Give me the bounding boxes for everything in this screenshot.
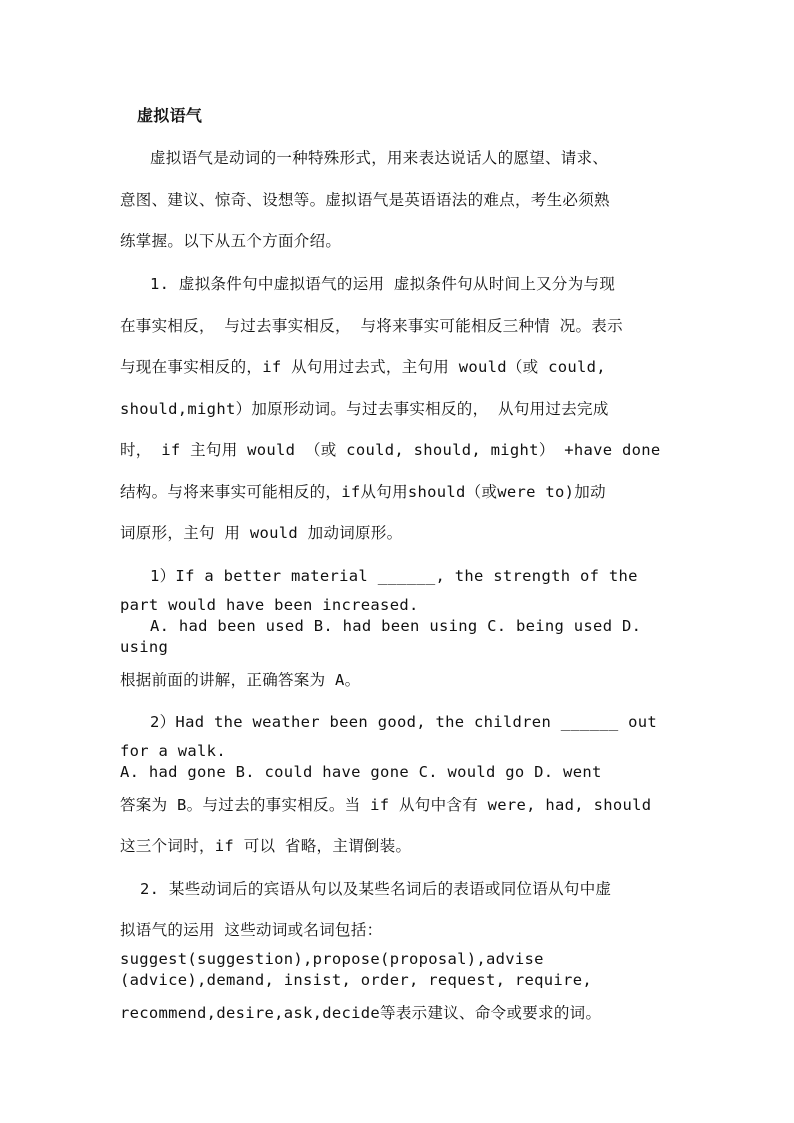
example1-question: part would have been increased.	[120, 596, 419, 614]
example2-options: A. had gone B. could have gone C. would go D. went	[120, 763, 602, 781]
intro-line: 意图、建议、惊奇、设想等。虚拟语气是英语语法的难点，考生必须熟	[120, 191, 610, 209]
example2-question: for a walk.	[120, 742, 226, 760]
section1-line: 结构。与将来事实可能相反的，if从句用should（或were to)加动	[120, 483, 606, 501]
example2-answer: 这三个词时，if 可以 省略，主谓倒装。	[120, 837, 412, 855]
example1-answer: 根据前面的讲解，正确答案为 A。	[120, 671, 361, 689]
example2-question: 2）Had the weather been good, the children ______ out	[150, 713, 658, 731]
intro-line: 练掌握。以下从五个方面介绍。	[120, 232, 342, 250]
section1-line: 在事实相反， 与过去事实相反， 与将来事实可能相反三种情 况。表示	[120, 317, 623, 335]
section1-line: should,might）加原形动词。与过去事实相反的， 从句用过去完成	[120, 400, 609, 418]
example1-options: A. had been used B. had been using C. being used D.	[150, 617, 642, 635]
example1-options: using	[120, 638, 169, 656]
intro-line: 虚拟语气是动词的一种特殊形式，用来表达说话人的愿望、请求、	[150, 149, 609, 167]
section2-line: 拟语气的运用 这些动词或名词包括：	[120, 921, 383, 939]
section1-line: 与现在事实相反的，if 从句用过去式，主句用 would（或 could,	[120, 358, 606, 376]
section1-line: 1. 虚拟条件句中虚拟语气的运用 虚拟条件句从时间上又分为与现	[150, 275, 616, 293]
section2-line: 2. 某些动词后的宾语从句以及某些名词后的表语或同位语从句中虚	[140, 880, 612, 898]
document-title: 虚拟语气	[137, 106, 203, 125]
section2-line: recommend,desire,ask,decide等表示建议、命令或要求的词。	[120, 1004, 602, 1022]
section1-line: 词原形，主句 用 would 加动词原形。	[120, 524, 403, 542]
section2-line: (advice),demand, insist, order, request, require,	[120, 971, 592, 989]
section1-line: 时， if 主句用 would （或 could, should, might） +have done	[120, 441, 661, 459]
example2-answer: 答案为 B。与过去的事实相反。当 if 从句中含有 were, had, should	[120, 796, 652, 814]
section2-line: suggest(suggestion),propose(proposal),advise	[120, 950, 544, 968]
example1-question: 1）If a better material ______, the strength of the	[150, 567, 638, 585]
